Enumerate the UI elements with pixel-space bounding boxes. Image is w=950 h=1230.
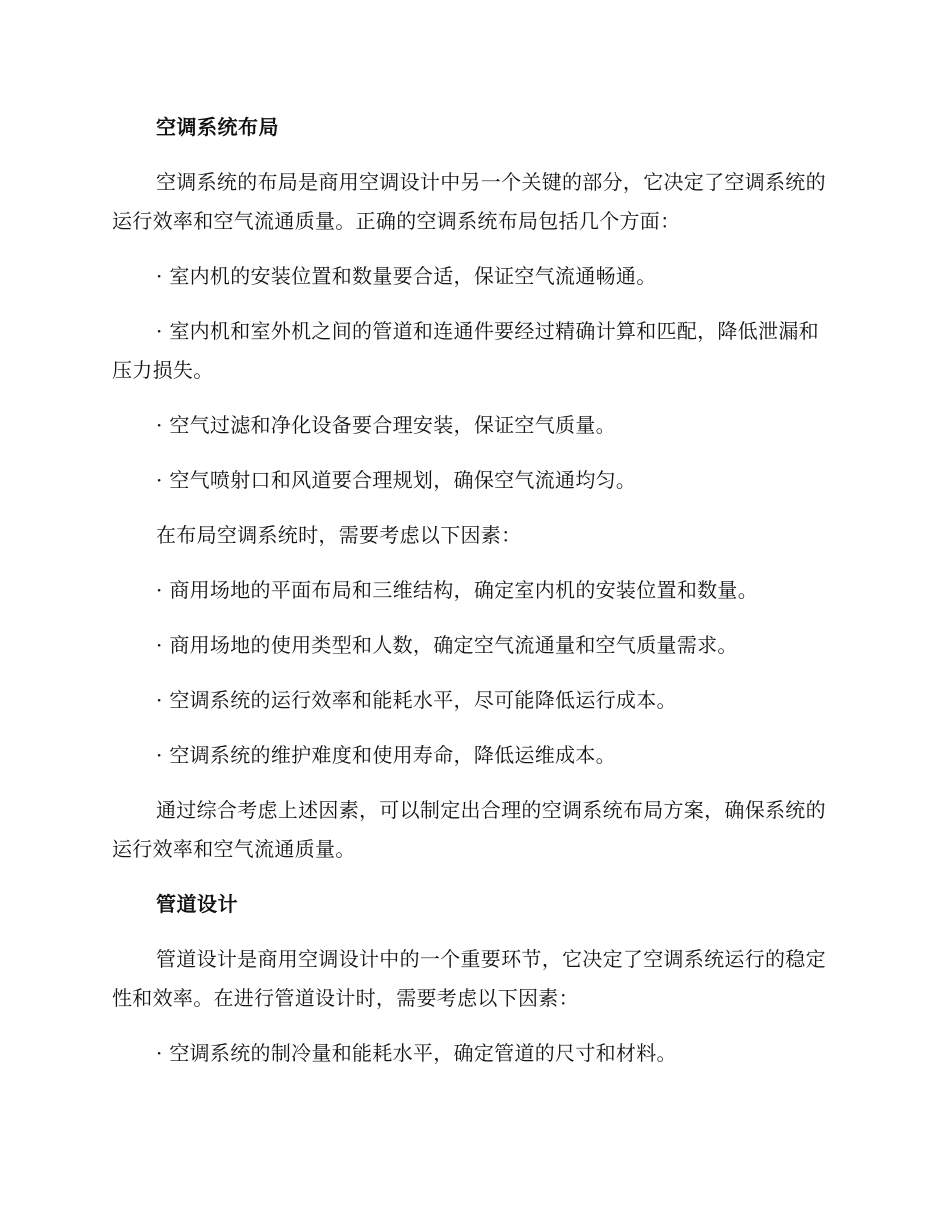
bullet-item: · 商用场地的使用类型和人数，确定空气流通量和空气质量需求。 <box>156 633 738 657</box>
bullet-item: · 空调系统的运行效率和能耗水平，尽可能降低运行成本。 <box>156 688 677 712</box>
section-heading-ac-layout: 空调系统布局 <box>156 115 279 139</box>
bullet-item: · 室内机的安装位置和数量要合适，保证空气流通畅通。 <box>156 264 657 288</box>
bullet-item: · 空调系统的制冷量和能耗水平，确定管道的尺寸和材料。 <box>156 1041 677 1065</box>
bullet-item: · 空调系统的维护难度和使用寿命，降低运维成本。 <box>156 743 616 767</box>
section-heading-pipe-design: 管道设计 <box>156 892 238 916</box>
paragraph-pipe-intro: 管道设计是商用空调设计中的一个重要环节，它决定了空调系统运行的稳定性和效率。在进行管道设计时，需要考虑以下因素： <box>112 947 826 1010</box>
paragraph-factors-intro: 在布局空调系统时，需要考虑以下因素： <box>156 523 522 547</box>
bullet-item: · 室内机和室外机之间的管道和连通件要经过精确计算和匹配，降低泄漏和压力损失。 <box>112 319 819 382</box>
bullet-item: · 商用场地的平面布局和三维结构，确定室内机的安装位置和数量。 <box>156 578 759 602</box>
paragraph-intro: 空调系统的布局是商用空调设计中另一个关键的部分，它决定了空调系统的运行效率和空气流通质量。正确的空调系统布局包括几个方面： <box>112 170 826 233</box>
bullet-item: · 空气过滤和净化设备要合理安装，保证空气质量。 <box>156 413 616 437</box>
paragraph-conclusion: 通过综合考虑上述因素，可以制定出合理的空调系统布局方案，确保系统的运行效率和空气流通质量。 <box>112 798 826 861</box>
bullet-item: · 空气喷射口和风道要合理规划，确保空气流通均匀。 <box>156 468 637 492</box>
